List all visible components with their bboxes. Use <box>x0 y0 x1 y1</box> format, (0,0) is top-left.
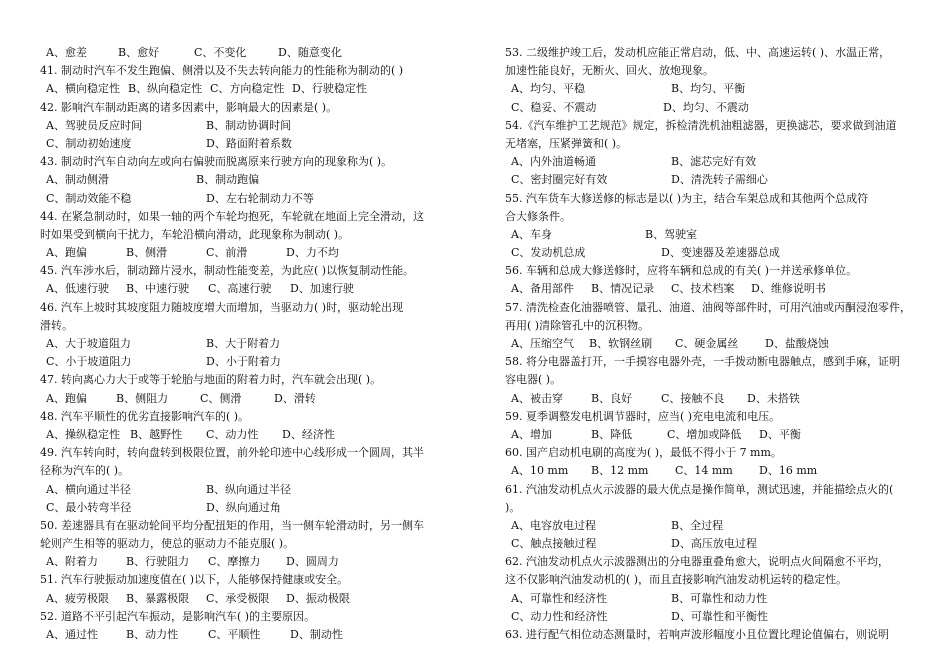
question-text: 43. 制动时汽车自动向左或向右偏驶而脱离原来行驶方向的现象称为( )。 <box>40 155 393 169</box>
question-text: 54.《汽车维护工艺规范》规定，拆检清洗机油粗滤器，更换滤芯，要求做到油道 <box>505 118 897 132</box>
answer-option: C、前滑 <box>206 246 248 260</box>
answer-option: C、高速行驶 <box>208 282 272 296</box>
answer-option: B、纵向稳定性 <box>128 82 203 96</box>
answer-option: B、大于附着力 <box>206 337 281 350</box>
left-column <box>40 44 450 644</box>
answer-options <box>40 171 450 189</box>
question-text: 径称为汽车的( )。 <box>40 464 130 478</box>
question-text: 55. 汽车货车大修送修的标志是以( )为主，结合车架总成和其他两个总成符 <box>505 191 869 205</box>
question-text: 加速性能良好，无断火、回火、放炮现象。 <box>505 64 714 78</box>
answer-option: A、压缩空气 <box>511 337 574 350</box>
answer-option: D、路面附着系数 <box>206 136 292 150</box>
answer-option: C、不变化 <box>194 46 247 59</box>
answer-option: D、加速行驶 <box>290 282 354 296</box>
answer-option: D、高压放电过程 <box>671 537 757 551</box>
answer-option: C、制动初始速度 <box>46 136 132 150</box>
answer-option: C、方向稳定性 <box>210 82 285 96</box>
answer-options <box>40 590 450 608</box>
answer-option: D、行驶稳定性 <box>292 82 367 96</box>
answer-option: C、稳妥、不震动 <box>511 100 597 114</box>
question-text: 58. 将分电器盖打开，一手摸容电器外壳，一手拨动断电器触点，感到手麻，证明 <box>505 355 900 369</box>
answer-option: A、可靠性和经济性 <box>511 591 607 605</box>
answer-option: C、承受极限 <box>206 591 270 605</box>
answer-options <box>505 226 915 244</box>
answer-option: D、经济性 <box>282 427 335 441</box>
answer-option: B、12 mm <box>591 464 649 478</box>
answer-option: A、疲劳极限 <box>46 591 109 605</box>
answer-options <box>505 535 915 553</box>
answer-options <box>505 99 915 117</box>
answer-option: C、小于坡道阻力 <box>46 355 132 369</box>
answer-option: D、纵向通过角 <box>206 500 281 514</box>
answer-option: D、圆周力 <box>286 555 339 569</box>
question-text: 52. 道路不平引起汽车振动，是影响汽车( )的主要原因。 <box>40 609 316 623</box>
question-text: 合大修条件。 <box>505 209 571 223</box>
answer-option: B、降低 <box>591 427 633 441</box>
question-text: 42. 影响汽车制动距离的诸多因素中，影响最大的因素是( )。 <box>40 100 338 114</box>
question-text: 56. 车辆和总成大修送修时，应将车辆和总成的有关( )一并送承修单位。 <box>505 264 858 278</box>
answer-options <box>505 608 915 626</box>
answer-options <box>40 499 450 517</box>
answer-options <box>40 190 450 208</box>
question-text: 45. 汽车涉水后，制动蹄片浸水，制动性能变差，为此应( )以恢复制动性能。 <box>40 264 415 278</box>
answer-option: D、小于附着力 <box>206 355 281 369</box>
answer-option: A、通过性 <box>46 628 98 641</box>
answer-options <box>505 390 915 408</box>
answer-option: A、被击穿 <box>511 391 563 405</box>
question-text: 49. 汽车转向时，转向盘转到极限位置，前外轮印迹中心线形成一个圆周，其半 <box>40 446 424 460</box>
answer-option: D、盐酸烧蚀 <box>765 337 829 350</box>
question-text: 无堵塞，压紧弹簧和( )。 <box>505 136 628 150</box>
answer-option: B、行驶阻力 <box>126 555 190 569</box>
answer-option: A、制动侧滑 <box>46 173 109 187</box>
question-text: 46. 汽车上坡时其坡度阻力随坡度增大而增加，当驱动力( )时，驱动轮出现 <box>40 300 404 314</box>
answer-option: B、动力性 <box>126 628 179 641</box>
answer-options <box>40 426 450 444</box>
answer-option: B、暴露极限 <box>126 591 190 605</box>
answer-options <box>40 117 450 135</box>
answer-option: D、平衡 <box>759 427 801 441</box>
answer-option: B、全过程 <box>671 518 724 532</box>
question-text: 62. 汽油发动机点火示波器测出的分电器重叠角愈大，说明点火间隔愈不平均， <box>505 555 889 569</box>
answer-option: B、可靠性和动力性 <box>671 591 768 605</box>
answer-options <box>40 244 450 262</box>
answer-option: D、变速器及差速器总成 <box>661 246 780 260</box>
answer-options <box>40 626 450 644</box>
answer-options <box>40 390 450 408</box>
answer-options <box>40 280 450 298</box>
answer-option: D、未搭铁 <box>747 391 800 405</box>
answer-option: A、大于坡道阻力 <box>46 337 131 350</box>
answer-options <box>40 553 450 571</box>
question-text: 47. 转向离心力大于或等于轮胎与地面的附着力时，汽车就会出现( )。 <box>40 373 382 387</box>
answer-option: B、软钢丝刷 <box>589 337 653 350</box>
answer-options <box>40 44 450 62</box>
answer-option: D、维修说明书 <box>751 282 826 296</box>
answer-option: A、驾驶员反应时间 <box>46 118 142 132</box>
answer-options <box>505 517 915 535</box>
answer-option: A、增加 <box>511 427 552 441</box>
right-column <box>505 44 915 644</box>
question-text: 44. 在紧急制动时，如果一轴的两个车轮均抱死，车轮就在地面上完全滑动，这 <box>40 209 424 223</box>
answer-option: C、触点接触过程 <box>511 537 597 551</box>
answer-option: D、制动性 <box>290 628 343 641</box>
answer-option: A、横向稳定性 <box>46 82 120 96</box>
question-text: 时如果受到横向干扰力，车轮沿横向滑动，此现象称为制动( )。 <box>40 227 350 241</box>
answer-option: B、侧阻力 <box>116 391 169 405</box>
question-text: 这不仅影响汽油发动机的( )，而且直接影响汽油发动机运转的稳定性。 <box>505 573 848 587</box>
answer-option: C、制动效能不稳 <box>46 191 132 205</box>
answer-option: D、振动极限 <box>286 591 350 605</box>
answer-option: A、均匀、平稳 <box>511 82 585 96</box>
question-text: 50. 差速器具有在驱动轮间平均分配扭矩的作用，当一侧车轮滑动时，另一侧车 <box>40 518 424 532</box>
answer-option: C、发动机总成 <box>511 246 586 260</box>
answer-option: B、侧滑 <box>126 246 168 260</box>
answer-option: C、14 mm <box>675 464 733 478</box>
answer-option: C、动力性和经济性 <box>511 609 608 623</box>
answer-options <box>505 244 915 262</box>
answer-option: D、左右轮制动力不等 <box>206 191 314 205</box>
answer-option: C、最小转弯半径 <box>46 500 132 514</box>
answer-option: C、接触不良 <box>661 391 725 405</box>
question-text: 48. 汽车平顺性的优劣直接影响汽车的( )。 <box>40 409 250 423</box>
answer-option: D、清洗转子需细心 <box>671 173 768 187</box>
answer-options <box>505 335 915 353</box>
answer-options <box>505 462 915 480</box>
question-text: 滑转。 <box>40 318 73 332</box>
answer-option: B、纵向通过半径 <box>206 482 292 496</box>
answer-option: B、越野性 <box>130 427 183 441</box>
answer-option: B、情况记录 <box>591 282 655 296</box>
answer-options <box>505 590 915 608</box>
answer-options <box>40 135 450 153</box>
answer-option: B、制动跑偏 <box>196 173 260 187</box>
question-text: 63. 进行配气相位动态测量时，若响声波形幅度小且位置比理论值偏右，则说明 <box>505 628 889 641</box>
question-text: 59. 夏季调整发电机调节器时，应当( )充电电流和电压。 <box>505 409 781 423</box>
answer-option: D、随意变化 <box>278 46 342 59</box>
answer-option: A、跑偏 <box>46 391 87 405</box>
question-text: 容电器( )。 <box>505 373 562 387</box>
answer-option: C、密封圈完好有效 <box>511 173 608 187</box>
question-text: 61. 汽油发动机点火示波器的最大优点是操作简单，测试迅速，并能描绘点火的( <box>505 482 894 496</box>
answer-option: A、愈差 <box>46 46 87 59</box>
answer-option: C、摩擦力 <box>208 555 261 569</box>
answer-option: A、备用部件 <box>511 282 574 296</box>
answer-option: B、均匀、平衡 <box>671 82 746 96</box>
question-text: 53. 二级维护竣工后，发动机应能正常启动，低、中、高速运转( )、水温正常， <box>505 46 891 59</box>
answer-option: B、驾驶室 <box>645 227 698 241</box>
answer-options <box>505 426 915 444</box>
answer-option: C、技术档案 <box>671 282 735 296</box>
question-text: 轮则产生相等的驱动力，使总的驱动力不能克服( )。 <box>40 537 295 551</box>
answer-options <box>40 481 450 499</box>
answer-option: D、16 mm <box>759 464 818 478</box>
answer-options <box>40 335 450 353</box>
answer-option: C、平顺性 <box>208 628 261 641</box>
answer-options <box>40 80 450 98</box>
answer-option: A、低速行驶 <box>46 282 109 296</box>
answer-option: A、10 mm <box>511 464 569 478</box>
answer-option: A、附着力 <box>46 555 98 569</box>
answer-option: D、可靠性和平衡性 <box>671 609 768 623</box>
question-text: 41. 制动时汽车不发生跑偏、侧滑以及不失去转向能力的性能称为制动的( ) <box>40 64 404 78</box>
answer-options <box>505 153 915 171</box>
answer-option: A、横向通过半径 <box>46 482 131 496</box>
answer-option: C、增加或降低 <box>667 427 742 441</box>
answer-option: C、侧滑 <box>200 391 242 405</box>
answer-option: A、操纵稳定性 <box>46 427 120 441</box>
answer-option: D、力不均 <box>286 246 339 260</box>
question-text: 57. 清洗检查化油器喷管、量孔、油道、油阀等部件时，可用汽油或丙酮浸泡零件， <box>505 300 911 314</box>
answer-option: D、均匀、不震动 <box>663 100 749 114</box>
answer-option: B、愈好 <box>118 46 160 59</box>
answer-option: A、车身 <box>511 227 552 241</box>
answer-option: B、滤芯完好有效 <box>671 155 757 169</box>
question-text: 51. 汽车行驶振动加速度值在( )以下，人能够保持健康或安全。 <box>40 573 349 587</box>
answer-option: B、良好 <box>591 391 633 405</box>
answer-options <box>505 80 915 98</box>
answer-option: C、动力性 <box>206 427 259 441</box>
answer-option: A、跑偏 <box>46 246 87 260</box>
answer-option: B、制动协调时间 <box>206 118 292 132</box>
answer-option: A、内外油道畅通 <box>511 155 596 169</box>
answer-options <box>505 171 915 189</box>
answer-option: D、滑转 <box>274 391 316 405</box>
answer-options <box>40 353 450 371</box>
question-text: )。 <box>505 500 521 514</box>
question-text: 再用( )清除管孔中的沉积物。 <box>505 318 650 332</box>
answer-option: A、电容放电过程 <box>511 518 596 532</box>
answer-option: C、硬金属丝 <box>675 337 739 350</box>
answer-option: B、中速行驶 <box>126 282 190 296</box>
answer-options <box>505 280 915 298</box>
question-text: 60. 国产启动机电刷的高度为( )，最低不得小于 7 mm。 <box>505 446 782 460</box>
